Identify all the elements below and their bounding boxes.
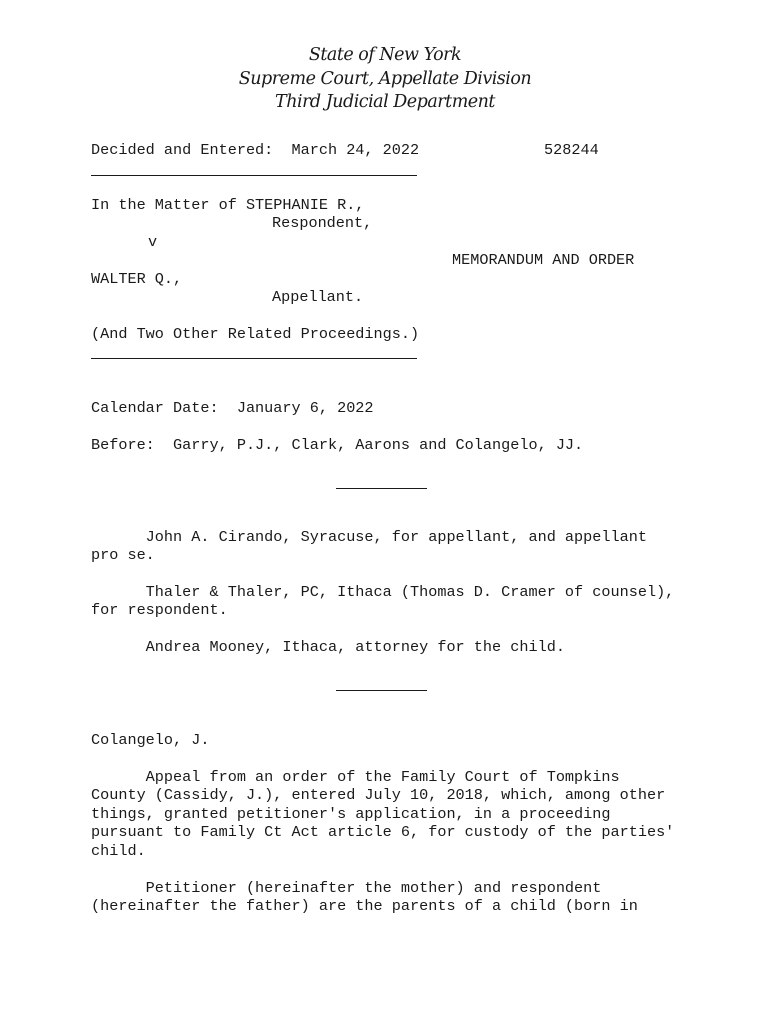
- respondent-role: Respondent,: [272, 214, 373, 232]
- before-justices: Before: Garry, P.J., Clark, Aarons and Colangelo, JJ.: [91, 436, 584, 454]
- paragraph-line: things, granted petitioner's application, in a proceeding: [91, 804, 611, 823]
- section-divider-1: [336, 488, 427, 489]
- counsel-appellant: [91, 528, 691, 565]
- court-header: [0, 44, 770, 115]
- paragraph-line: (hereinafter the father) are the parents of a child (born in: [91, 897, 638, 916]
- paragraph-line: pursuant to Family Ct Act article 6, for custody of the parties': [91, 823, 675, 842]
- appellant-role: Appellant.: [272, 288, 364, 306]
- counsel-child: [91, 638, 691, 656]
- counsel-child-line: Andrea Mooney, Ithaca, attorney for the child.: [91, 638, 565, 656]
- counsel-appellant-line: pro se.: [91, 546, 155, 565]
- counsel-respondent: [91, 583, 691, 620]
- paragraph-line: Petitioner (hereinafter the mother) and respondent: [91, 879, 602, 897]
- appellant-name: WALTER Q.,: [91, 270, 183, 288]
- paragraph-line: County (Cassidy, J.), entered July 10, 2018, which, among other: [91, 786, 666, 805]
- court-name: Supreme Court, Appellate Division: [238, 68, 532, 89]
- calendar-date: Calendar Date: January 6, 2022: [91, 399, 374, 417]
- caption-bottom-rule: [91, 358, 417, 359]
- decided-entered-date: Decided and Entered: March 24, 2022: [91, 141, 420, 159]
- versus: v: [148, 233, 158, 251]
- paragraph-line: Appeal from an order of the Family Court of Tompkins: [91, 768, 620, 786]
- counsel-respondent-line: Thaler & Thaler, PC, Ithaca (Thomas D. Cramer of counsel),: [91, 583, 675, 601]
- section-divider-2: [336, 690, 427, 691]
- counsel-respondent-line: for respondent.: [91, 601, 228, 620]
- memorandum-and-order: MEMORANDUM AND ORDER: [452, 251, 635, 269]
- opinion-paragraph-1: [91, 768, 691, 860]
- caption-top-rule: [91, 175, 417, 176]
- paragraph-line: child.: [91, 841, 146, 860]
- matter-line: In the Matter of STEPHANIE R.,: [91, 196, 365, 214]
- court-department: Third Judicial Department: [275, 92, 495, 112]
- related-proceedings: (And Two Other Related Proceedings.): [91, 325, 420, 343]
- opinion-paragraph-2: [91, 879, 691, 916]
- counsel-appellant-line: John A. Cirando, Syracuse, for appellant, and appellant: [91, 528, 647, 546]
- opinion-author: Colangelo, J.: [91, 731, 210, 749]
- court-state: State of New York: [308, 45, 462, 65]
- docket-number: 528244: [544, 141, 599, 159]
